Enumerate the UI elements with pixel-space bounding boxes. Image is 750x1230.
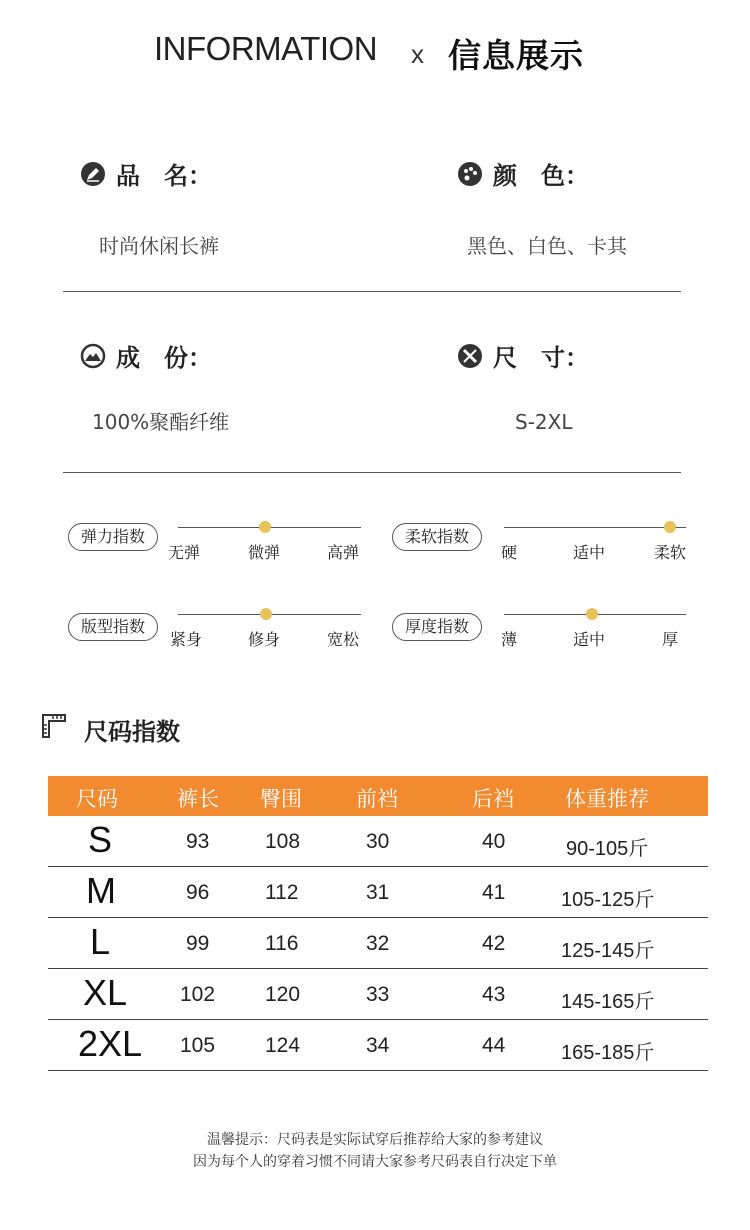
length-cell: 93 xyxy=(186,830,210,853)
index-tick: 薄 xyxy=(501,630,518,649)
index-tick: 无弹 xyxy=(168,543,201,562)
title-english: INFORMATION xyxy=(154,30,378,67)
weight-cell: 125-145斤 xyxy=(561,940,655,962)
ruler-pencil-icon xyxy=(457,343,483,369)
front-rise-cell: 30 xyxy=(366,830,390,853)
info-material-label: 成 份： xyxy=(80,338,212,373)
divider xyxy=(63,472,681,473)
index-tick: 适中 xyxy=(573,543,606,562)
weight-cell: 145-165斤 xyxy=(561,991,655,1013)
index-tick: 硬 xyxy=(501,543,518,562)
index-elasticity-label: 弹力指数 xyxy=(68,523,158,551)
table-row xyxy=(48,969,708,1020)
front-rise-cell: 31 xyxy=(366,881,390,904)
info-name-value: 时尚休闲长裤 xyxy=(99,234,219,258)
size-section-title: 尺码指数 xyxy=(84,718,180,746)
index-fit-label: 版型指数 xyxy=(68,613,158,641)
index-tick: 适中 xyxy=(573,630,606,649)
tip-line-1: 温馨提示：尺码表是实际试穿后推荐给大家的参考建议 xyxy=(207,1132,543,1148)
index-tick: 修身 xyxy=(248,630,281,649)
header-hip: 臀围 xyxy=(260,787,302,811)
index-softness-marker xyxy=(664,521,676,533)
info-color-value: 黑色、白色、卡其 xyxy=(467,234,627,258)
index-softness-track xyxy=(504,527,686,528)
index-thickness-marker xyxy=(586,608,598,620)
pen-icon xyxy=(80,161,106,187)
size-cell: L xyxy=(90,921,111,962)
hip-cell: 112 xyxy=(265,881,299,904)
hip-cell: 124 xyxy=(265,1034,301,1057)
size-cell: 2XL xyxy=(78,1023,143,1064)
index-tick: 厚 xyxy=(662,630,679,649)
table-row xyxy=(48,867,708,918)
title-chinese: 信息展示 xyxy=(448,36,584,75)
index-tick: 紧身 xyxy=(170,630,203,649)
length-cell: 99 xyxy=(186,932,210,955)
header-weight: 体重推荐 xyxy=(565,787,649,811)
tip-line-2: 因为每个人的穿着习惯不同请大家参考尺码表自行决定下单 xyxy=(193,1154,557,1170)
index-thickness-label: 厚度指数 xyxy=(392,613,482,641)
header-size: 尺码 xyxy=(76,787,118,811)
index-tick: 高弹 xyxy=(327,543,360,562)
length-cell: 102 xyxy=(180,983,216,1006)
table-row xyxy=(48,918,708,969)
hip-cell: 120 xyxy=(265,983,301,1006)
info-material-value: 100%聚酯纤维 xyxy=(92,410,230,434)
back-rise-cell: 44 xyxy=(482,1034,506,1057)
index-elasticity-marker xyxy=(259,521,271,533)
weight-cell: 90-105斤 xyxy=(566,838,649,860)
index-tick: 宽松 xyxy=(327,630,360,649)
size-table-header xyxy=(48,776,708,816)
info-size-value: S-2XL xyxy=(515,410,573,434)
front-rise-cell: 32 xyxy=(366,932,390,955)
back-rise-cell: 40 xyxy=(482,830,506,853)
header-back-rise: 后裆 xyxy=(472,787,514,811)
header-front-rise: 前裆 xyxy=(356,787,398,811)
info-size-label: 尺 寸： xyxy=(457,338,589,373)
info-name-label: 品 名： xyxy=(80,156,212,191)
size-cell: S xyxy=(88,819,113,860)
size-cell: M xyxy=(86,870,116,911)
weight-cell: 165-185斤 xyxy=(561,1042,655,1064)
size-cell: XL xyxy=(83,972,128,1013)
back-rise-cell: 43 xyxy=(482,983,506,1006)
index-tick: 微弹 xyxy=(248,543,281,562)
weight-cell: 105-125斤 xyxy=(561,889,655,911)
hip-cell: 108 xyxy=(265,830,301,853)
front-rise-cell: 33 xyxy=(366,983,390,1006)
length-cell: 96 xyxy=(186,881,210,904)
index-fit-marker xyxy=(260,608,272,620)
front-rise-cell: 34 xyxy=(366,1034,390,1057)
header-length: 裤长 xyxy=(177,787,219,811)
table-row xyxy=(48,816,708,867)
back-rise-cell: 42 xyxy=(482,932,506,955)
palette-icon xyxy=(457,161,483,187)
hip-cell: 116 xyxy=(265,932,299,955)
length-cell: 105 xyxy=(180,1034,216,1057)
info-color-label: 颜 色： xyxy=(457,156,589,191)
mountain-icon xyxy=(80,343,106,369)
index-softness-label: 柔软指数 xyxy=(392,523,482,551)
index-tick: 柔软 xyxy=(654,543,687,562)
ruler-icon xyxy=(40,712,68,740)
title-separator: x xyxy=(411,39,424,69)
divider xyxy=(63,291,681,292)
back-rise-cell: 41 xyxy=(482,881,506,904)
table-row xyxy=(48,1020,708,1071)
